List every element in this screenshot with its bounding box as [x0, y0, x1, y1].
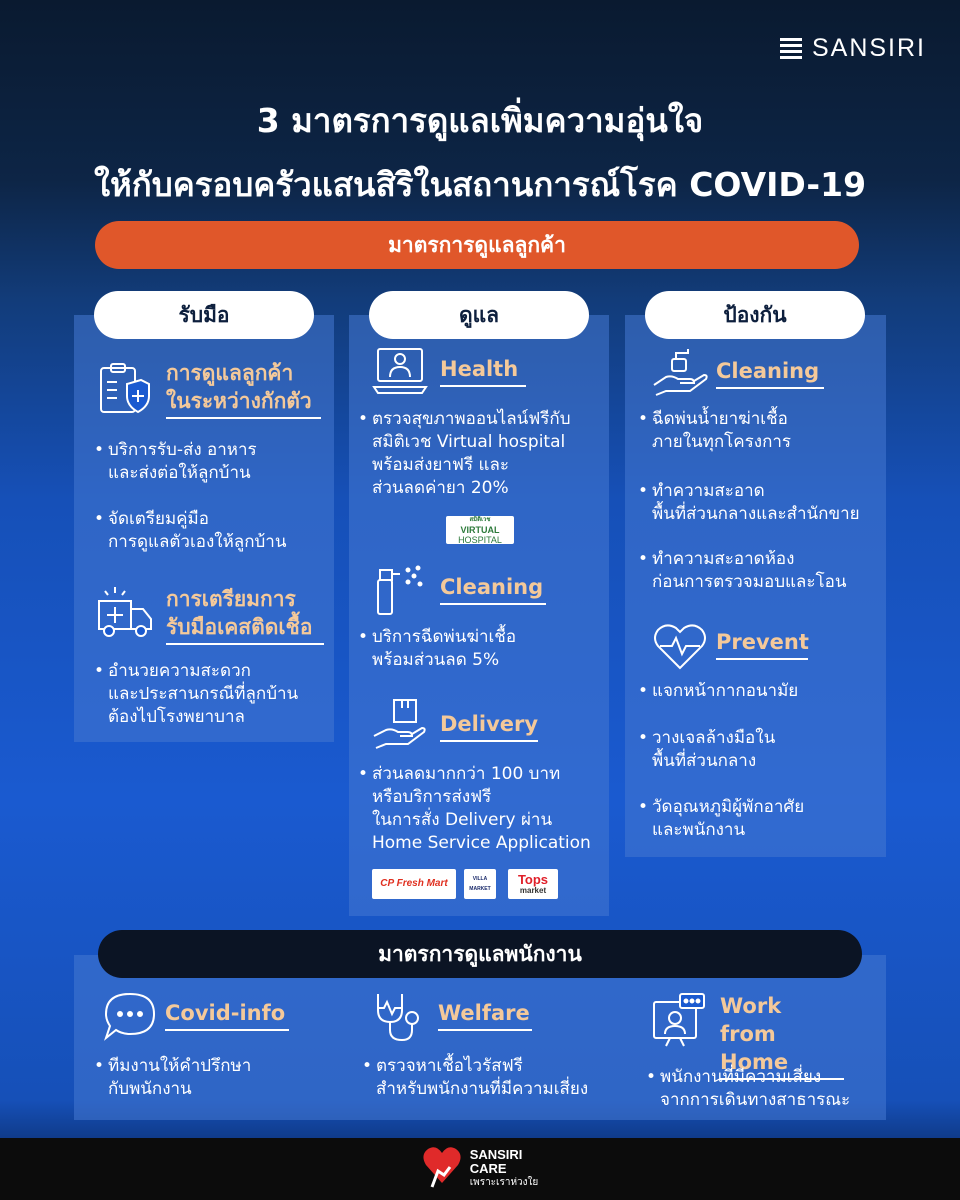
heading-prevent: Prevent	[716, 628, 808, 660]
column-label-care: ดูแล	[369, 291, 589, 339]
bullet-text: ส่วนลดมากกว่า 100 บาท หรือบริการส่งฟรี ในการสั่ง Delivery ผ่าน Home Service Application	[372, 764, 591, 853]
spray-bottle-icon	[372, 562, 428, 618]
heading-health: Health	[440, 355, 526, 387]
doctor-laptop-icon	[372, 345, 428, 397]
logo-text: market	[519, 885, 547, 895]
bullet-item: • ตรวจสุขภาพออนไลน์ฟรีกับ สมิติเวช Virtual hospital พร้อมส่งยาฟรี และ ส่วนลดค่ายา 20%	[358, 409, 571, 498]
heading-covid-info: Covid-info	[165, 999, 289, 1031]
heading-cleaning-prevent: Cleaning	[716, 357, 824, 389]
bullet-text: ทำความสะอาดห้อง ก่อนการตรวจมอบและโอน	[652, 549, 847, 592]
clipboard-shield-icon	[97, 360, 153, 416]
bullet-item: • บริการรับ-ส่ง อาหาร และส่งต่อให้ลูกบ้าน	[94, 440, 257, 483]
bullet-text: ทีมงานให้คำปรึกษา กับพนักงาน	[108, 1056, 252, 1099]
bullet-item: • ทีมงานให้คำปรึกษา กับพนักงาน	[94, 1056, 252, 1099]
column-label-respond: รับมือ	[94, 291, 314, 339]
heading-line: การเตรียมการ	[166, 587, 296, 611]
heading-line: Work	[720, 994, 782, 1018]
logo-text: VIRTUAL	[460, 525, 500, 535]
virtual-hospital-logo	[446, 516, 514, 544]
heading-line: from Home	[720, 1022, 789, 1074]
villa-market-logo: VILLA MARKET	[464, 869, 496, 899]
hand-box-icon	[372, 696, 428, 752]
stethoscope-icon	[370, 990, 426, 1046]
footer	[0, 1138, 960, 1200]
bullet-item: • ฉีดพ่นน้ำยาฆ่าเชื้อ ภายในทุกโครงการ	[638, 409, 792, 452]
bullet-text: ฉีดพ่นน้ำยาฆ่าเชื้อ ภายในทุกโครงการ	[652, 409, 792, 452]
logo-text: Tops	[517, 871, 549, 887]
tops-market-logo	[508, 869, 558, 899]
heart-hand-icon	[422, 1145, 462, 1193]
bullet-text: แจกหน้ากากอนามัย	[652, 681, 799, 701]
logo-text: HOSPITAL	[458, 535, 502, 545]
bullet-item: • อำนวยความสะดวก และประสานกรณีที่ลูกบ้าน ต้องไปโรงพยาบาล	[94, 661, 299, 727]
logo-text: SANSIRI	[811, 34, 926, 62]
ambulance-icon	[95, 583, 155, 639]
column-label-prevent: ป้องกัน	[645, 291, 865, 339]
bullet-text: วางเจลล้างมือใน พื้นที่ส่วนกลาง	[652, 728, 776, 771]
customer-section-label: มาตรการดูแลลูกค้า	[95, 221, 859, 269]
chat-bubble-icon	[102, 990, 158, 1042]
video-call-icon	[650, 992, 710, 1052]
bullet-text: ตรวจหาเชื้อไวรัสฟรี สำหรับพนักงานที่มีความเสี่ยง	[376, 1056, 589, 1099]
bullet-item: • บริการฉีดพ่นฆ่าเชื้อ พร้อมส่วนลด 5%	[358, 627, 517, 670]
footer-tagline: เพราะเราห่วงใย	[469, 1177, 539, 1188]
bullet-item: • ทำความสะอาด พื้นที่ส่วนกลางและสำนักขาย	[638, 481, 860, 524]
bullet-text: อำนวยความสะดวก และประสานกรณีที่ลูกบ้าน ต้องไปโรงพยาบาล	[108, 661, 299, 727]
bullet-item: • จัดเตรียมคู่มือ การดูแลตัวเองให้ลูกบ้าน	[94, 509, 287, 552]
bullet-item: • พนักงานที่มีความเสี่ยง จากการเดินทางสาธารณะ	[646, 1067, 851, 1110]
sansiri-logo	[780, 34, 926, 63]
heading-delivery: Delivery	[440, 710, 538, 742]
bullet-text: วัดอุณหภูมิผู้พักอาศัย และพนักงาน	[652, 797, 805, 840]
bullet-item: • ทำความสะอาดห้อง ก่อนการตรวจมอบและโอน	[638, 549, 847, 592]
bullet-text: บริการรับ-ส่ง อาหาร และส่งต่อให้ลูกบ้าน	[108, 440, 257, 483]
bullet-item: • ตรวจหาเชื้อไวรัสฟรี สำหรับพนักงานที่มีความเสี่ยง	[362, 1056, 589, 1099]
logo-mark-icon	[780, 38, 802, 59]
cp-freshmart-logo: CP Fresh Mart	[372, 869, 456, 899]
heading-quarantine-care	[166, 359, 321, 419]
page-title-line2: ให้กับครอบครัวแสนสิริในสถานการณ์โรค COVID-19	[93, 165, 867, 204]
footer-line: CARE	[469, 1161, 507, 1176]
sansiri-care-text	[470, 1148, 539, 1190]
heading-line: รับมือเคสติดเชื้อ	[166, 615, 313, 639]
heart-pulse-icon	[652, 622, 708, 672]
bullet-item: • แจกหน้ากากอนามัย	[638, 681, 799, 701]
bullet-item: • วัดอุณหภูมิผู้พักอาศัย และพนักงาน	[638, 797, 805, 840]
bullet-text: พนักงานที่มีความเสี่ยง จากการเดินทางสาธารณะ	[660, 1067, 851, 1110]
page-title-line1: 3 มาตรการดูแลเพิ่มความอุ่นใจ	[256, 101, 704, 140]
heading-line: การดูแลลูกค้า	[166, 361, 294, 385]
bullet-text: ทำความสะอาด พื้นที่ส่วนกลางและสำนักขาย	[652, 481, 860, 524]
employee-section-label: มาตรการดูแลพนักงาน	[98, 930, 862, 978]
bullet-text: บริการฉีดพ่นฆ่าเชื้อ พร้อมส่วนลด 5%	[372, 627, 517, 670]
bullet-text: ตรวจสุขภาพออนไลน์ฟรีกับ สมิติเวช Virtual hospital พร้อมส่งยาฟรี และ ส่วนลดค่ายา 20%	[372, 409, 571, 498]
footer-line: SANSIRI	[469, 1147, 523, 1162]
bullet-item: • วางเจลล้างมือใน พื้นที่ส่วนกลาง	[638, 728, 776, 771]
logo-text: สมิติเวช	[469, 517, 491, 523]
bullet-item: • ส่วนลดมากกว่า 100 บาท หรือบริการส่งฟรี ในการสั่ง Delivery ผ่าน Home Service Application	[358, 764, 591, 853]
heading-line: ในระหว่างกักตัว	[166, 389, 312, 413]
heading-welfare: Welfare	[438, 999, 532, 1031]
heading-cleaning: Cleaning	[440, 573, 546, 605]
bullet-text: จัดเตรียมคู่มือ การดูแลตัวเองให้ลูกบ้าน	[108, 509, 287, 552]
heading-infection-prep	[166, 585, 324, 645]
hand-sanitizer-icon	[650, 345, 710, 397]
